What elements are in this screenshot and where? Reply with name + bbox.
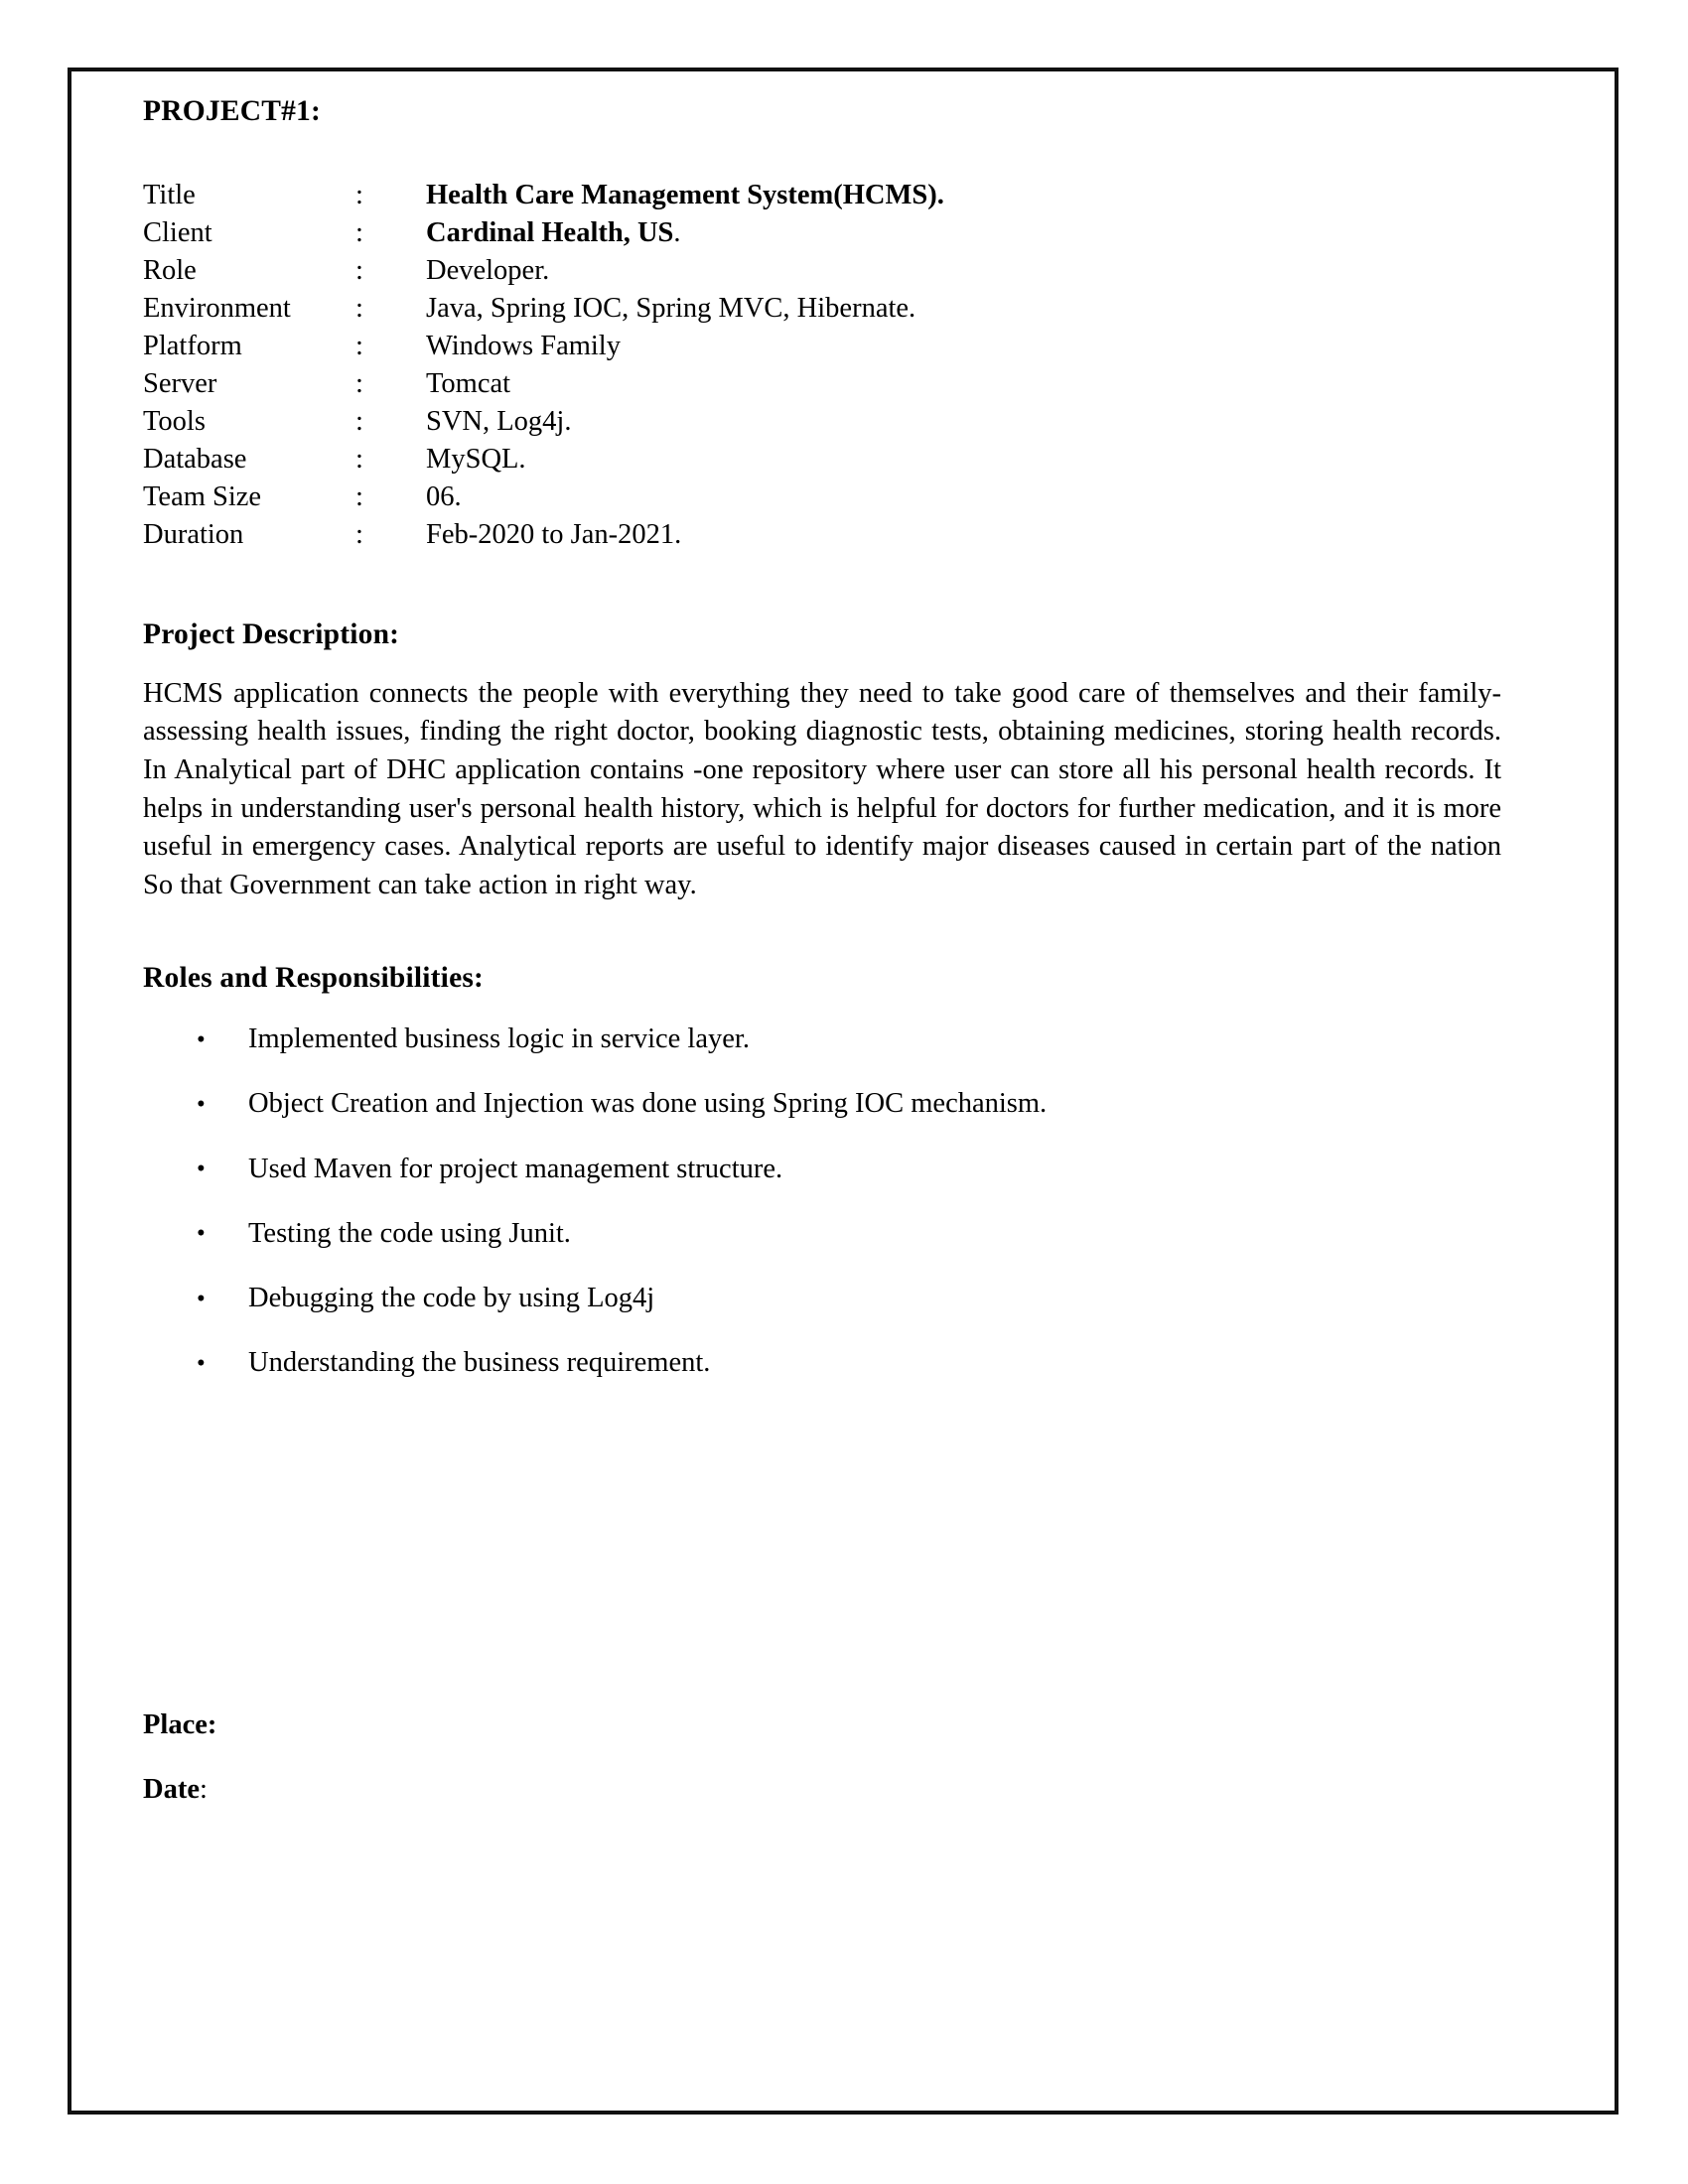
list-item	[143, 1087, 1513, 1121]
list-item	[143, 1282, 1513, 1315]
bullet-dot-icon: •	[197, 1156, 206, 1183]
spacer	[143, 1411, 1513, 1708]
list-item	[143, 1023, 1513, 1056]
list-item	[143, 1346, 1513, 1380]
detail-value-text: 06.	[426, 480, 462, 512]
detail-value	[426, 518, 944, 559]
detail-value	[426, 254, 944, 295]
detail-value	[426, 367, 944, 408]
list-item-label: Implemented business logic in service layer.	[248, 1024, 750, 1055]
detail-value	[426, 330, 944, 370]
project-details-body	[143, 179, 944, 559]
detail-colon: :	[355, 480, 363, 512]
spacer	[143, 904, 1513, 960]
detail-colon: :	[355, 254, 363, 286]
list-item-label: Testing the code using Junit.	[248, 1217, 571, 1249]
detail-value	[426, 292, 944, 333]
section-heading-roles: Roles and Responsibilities:	[143, 962, 485, 995]
detail-colon: :	[355, 330, 363, 361]
detail-row	[143, 333, 944, 370]
detail-label: Role	[143, 254, 197, 286]
detail-row	[143, 521, 944, 559]
detail-row	[143, 295, 944, 333]
bullet-dot-icon: •	[197, 1349, 206, 1377]
section-heading-description: Project Description:	[143, 617, 400, 650]
list-item-label: Used Maven for project management structure.	[248, 1153, 783, 1184]
project-details-table	[143, 179, 944, 559]
place-label: Place:	[143, 1709, 217, 1741]
detail-label: Title	[143, 179, 196, 210]
detail-row	[143, 446, 944, 483]
list-item-label: Understanding the business requirement.	[248, 1347, 711, 1379]
detail-row	[143, 408, 944, 446]
detail-colon: :	[355, 179, 363, 210]
detail-row	[143, 370, 944, 408]
detail-value-text: Cardinal Health, US	[426, 216, 674, 248]
detail-label: Team Size	[143, 480, 262, 512]
detail-value	[426, 405, 944, 446]
detail-value-text: Developer.	[426, 254, 550, 286]
detail-colon: :	[355, 216, 363, 248]
detail-label: Database	[143, 443, 247, 475]
detail-value-text: MySQL.	[426, 443, 526, 475]
detail-row	[143, 219, 944, 257]
detail-value	[426, 179, 944, 219]
detail-value	[426, 216, 944, 257]
document-content	[143, 93, 1513, 1807]
detail-row	[143, 257, 944, 295]
detail-value-text: Java, Spring IOC, Spring MVC, Hibernate.	[426, 292, 916, 324]
bullet-dot-icon: •	[197, 1285, 206, 1312]
list-item-label: Debugging the code by using Log4j	[248, 1283, 655, 1314]
detail-label: Server	[143, 367, 217, 399]
list-item	[143, 1153, 1513, 1186]
detail-value-text: SVN, Log4j.	[426, 405, 572, 437]
bullet-dot-icon: •	[197, 1220, 206, 1248]
spacer	[143, 559, 1513, 616]
detail-value-text: Tomcat	[426, 367, 511, 399]
detail-row	[143, 483, 944, 521]
detail-value-suffix: .	[673, 216, 681, 248]
detail-colon: :	[355, 405, 363, 437]
detail-label: Environment	[143, 292, 291, 324]
detail-label: Tools	[143, 405, 206, 437]
bullet-dot-icon: •	[197, 1090, 206, 1118]
detail-label: Platform	[143, 330, 242, 361]
detail-colon: :	[355, 443, 363, 475]
detail-value	[426, 480, 944, 521]
detail-value-text: Feb-2020 to Jan-2021.	[426, 518, 682, 550]
date-colon: :	[199, 1773, 208, 1805]
detail-colon: :	[355, 292, 363, 324]
detail-value-text: Health Care Management System(HCMS).	[426, 179, 944, 210]
date-label	[143, 1773, 1513, 1807]
detail-label: Client	[143, 216, 212, 248]
date-label-text: Date	[143, 1773, 200, 1805]
detail-colon: :	[355, 367, 363, 399]
page-title: PROJECT#1:	[143, 95, 321, 127]
detail-value-text: Windows Family	[426, 330, 621, 361]
detail-colon: :	[355, 518, 363, 550]
project-description-text: HCMS application connects the people with everything they need to take good care of themselves and their family-assessing health issues, finding the right doctor, booking diagnostic tests, obtaining medicines, storing health records. In Analytical part of DHC application contains -one repository where user can store all his personal health records. It helps in understanding user's personal health history, which is helpful for doctors for further medication, and it is more useful in emergency cases. Analytical reports are useful to identify major diseases caused in certain part of the nation So that Government can take action in right way.	[143, 677, 1501, 900]
document-page	[68, 68, 1618, 2115]
detail-label: Duration	[143, 518, 244, 550]
signature-block	[143, 1708, 1513, 1806]
list-item	[143, 1217, 1513, 1251]
detail-value	[426, 443, 944, 483]
detail-row	[143, 182, 944, 219]
responsibilities-list	[143, 1023, 1513, 1380]
list-item-label: Object Creation and Injection was done using Spring IOC mechanism.	[248, 1088, 1048, 1120]
bullet-dot-icon: •	[197, 1025, 206, 1053]
